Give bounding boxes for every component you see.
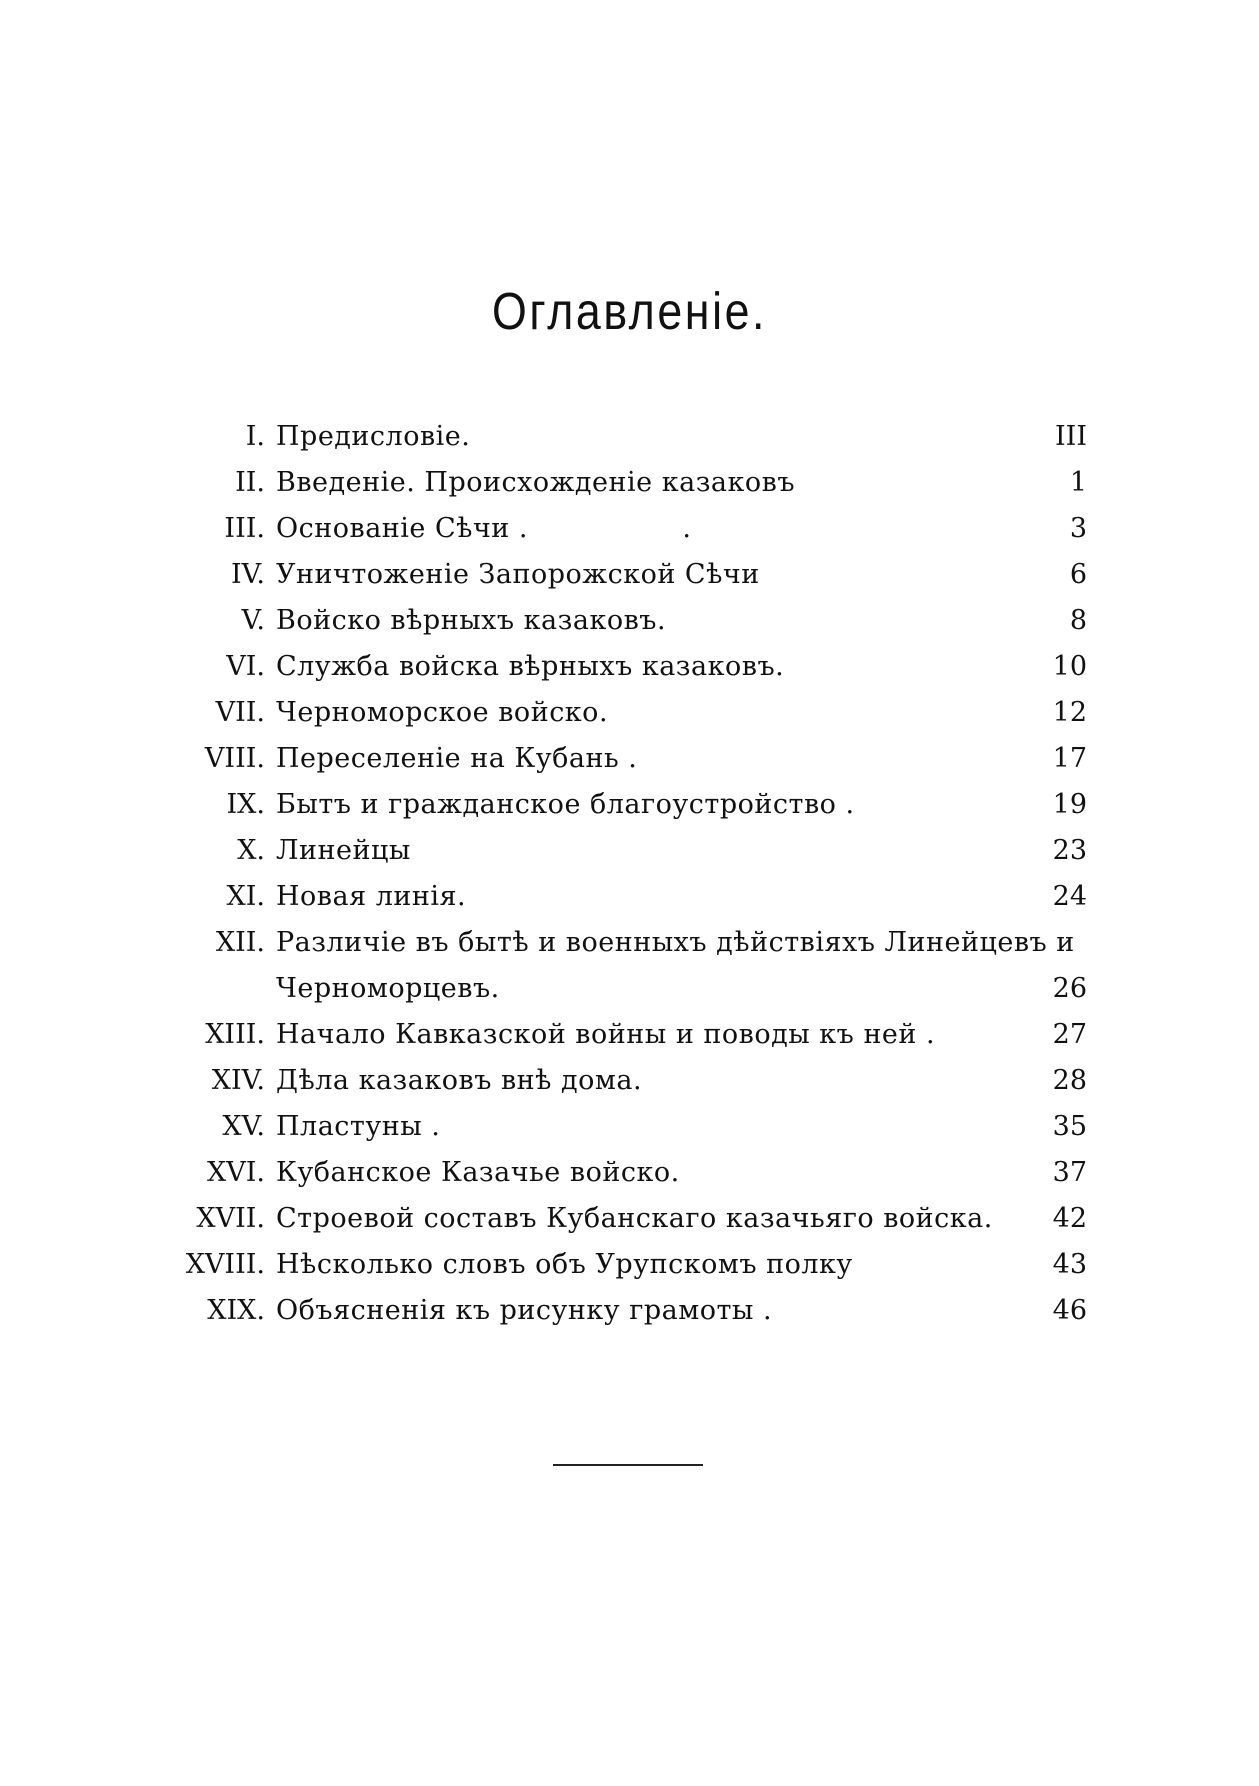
- toc-row: [0, 828, 1259, 874]
- page-number: 19: [1052, 789, 1087, 820]
- toc-row: [0, 1150, 1259, 1196]
- page-number: 37: [1052, 1157, 1087, 1188]
- toc-row: [0, 1058, 1259, 1104]
- page-number: 28: [1052, 1065, 1087, 1096]
- chapter-title: Линейцы: [276, 835, 411, 866]
- chapter-number: V.: [241, 605, 265, 636]
- chapter-number: XIX.: [207, 1295, 265, 1326]
- chapter-number: IV.: [230, 559, 265, 590]
- page-number: 3: [1069, 513, 1087, 544]
- table-of-contents: [0, 414, 1259, 1334]
- chapter-title: Предисловіе.: [276, 421, 471, 452]
- toc-row: [0, 920, 1259, 966]
- toc-row: [0, 460, 1259, 506]
- page-number: 6: [1069, 559, 1087, 590]
- chapter-number: VI.: [226, 651, 265, 682]
- chapter-number: I.: [245, 421, 265, 452]
- page-number: 27: [1052, 1019, 1087, 1050]
- chapter-number: XVI.: [207, 1157, 265, 1188]
- page-number: 42: [1052, 1203, 1087, 1234]
- page-number: 8: [1069, 605, 1087, 636]
- chapter-title: Дѣла казаковъ внѣ дома.: [276, 1065, 643, 1096]
- page-number: 10: [1052, 651, 1087, 682]
- chapter-number: XVIII.: [185, 1249, 265, 1280]
- toc-row: [0, 874, 1259, 920]
- toc-row: [0, 1012, 1259, 1058]
- chapter-number: IX.: [226, 789, 265, 820]
- chapter-title: Введеніе. Происхожденіе казаковъ: [276, 467, 796, 498]
- page-number: 26: [1052, 973, 1087, 1004]
- toc-row: [0, 1196, 1259, 1242]
- chapter-number: XVII.: [196, 1203, 265, 1234]
- chapter-number: II.: [235, 467, 265, 498]
- chapter-title: Пластуны .: [276, 1111, 441, 1142]
- toc-row: [0, 1288, 1259, 1334]
- page-number: 35: [1052, 1111, 1087, 1142]
- chapter-title: Переселеніе на Кубань .: [276, 743, 638, 774]
- chapter-title: Различіе въ бытѣ и военныхъ дѣйствіяхъ Линейцевъ и: [276, 927, 1075, 958]
- toc-row: [0, 644, 1259, 690]
- chapter-title: Начало Кавказской войны и поводы къ ней .: [276, 1019, 936, 1050]
- chapter-number: XIII.: [205, 1019, 265, 1050]
- page-number: 23: [1052, 835, 1087, 866]
- chapter-title: Служба войска вѣрныхъ казаковъ.: [276, 651, 785, 682]
- chapter-number: XIV.: [211, 1065, 265, 1096]
- chapter-title: Бытъ и гражданское благоустройство .: [276, 789, 855, 820]
- toc-row: [0, 414, 1259, 460]
- page-number: 12: [1052, 697, 1087, 728]
- page-number: 46: [1052, 1295, 1087, 1326]
- toc-row: [0, 782, 1259, 828]
- chapter-number: X.: [237, 835, 265, 866]
- toc-row: [0, 552, 1259, 598]
- toc-row: [0, 1242, 1259, 1288]
- page-number: III: [1055, 421, 1087, 452]
- chapter-title: Черноморское войско.: [276, 697, 609, 728]
- chapter-number: XI.: [226, 881, 265, 912]
- page-number: 43: [1052, 1249, 1087, 1280]
- page-number: 1: [1069, 467, 1087, 498]
- chapter-number: VIII.: [204, 743, 265, 774]
- chapter-number: III.: [224, 513, 265, 544]
- chapter-title: Уничтоженіе Запорожской Сѣчи: [276, 559, 760, 590]
- chapter-number: VII.: [215, 697, 265, 728]
- page-title: Оглавленіе.: [491, 283, 768, 341]
- chapter-title: Основаніе Сѣчи . .: [276, 513, 692, 544]
- chapter-number: XII.: [215, 927, 265, 958]
- page-number: 17: [1052, 743, 1087, 774]
- chapter-title: Новая линія.: [276, 881, 467, 912]
- chapter-number: XV.: [222, 1111, 265, 1142]
- chapter-title: Кубанское Казачье войско.: [276, 1157, 680, 1188]
- chapter-title: Черноморцевъ.: [276, 973, 500, 1004]
- chapter-title: Войско вѣрныхъ казаковъ.: [276, 605, 667, 636]
- toc-row: [0, 506, 1259, 552]
- toc-row: [0, 736, 1259, 782]
- chapter-title: Объясненія къ рисунку грамоты .: [276, 1295, 773, 1326]
- toc-row: [0, 1104, 1259, 1150]
- page-number: 24: [1052, 881, 1087, 912]
- toc-row-continuation: [0, 966, 1259, 1012]
- chapter-title: Нѣсколько словъ объ Урупскомъ полку: [276, 1249, 853, 1280]
- chapter-title: Строевой составъ Кубанскаго казачьяго войска.: [276, 1203, 993, 1234]
- toc-row: [0, 690, 1259, 736]
- divider-rule: [553, 1464, 703, 1466]
- toc-row: [0, 598, 1259, 644]
